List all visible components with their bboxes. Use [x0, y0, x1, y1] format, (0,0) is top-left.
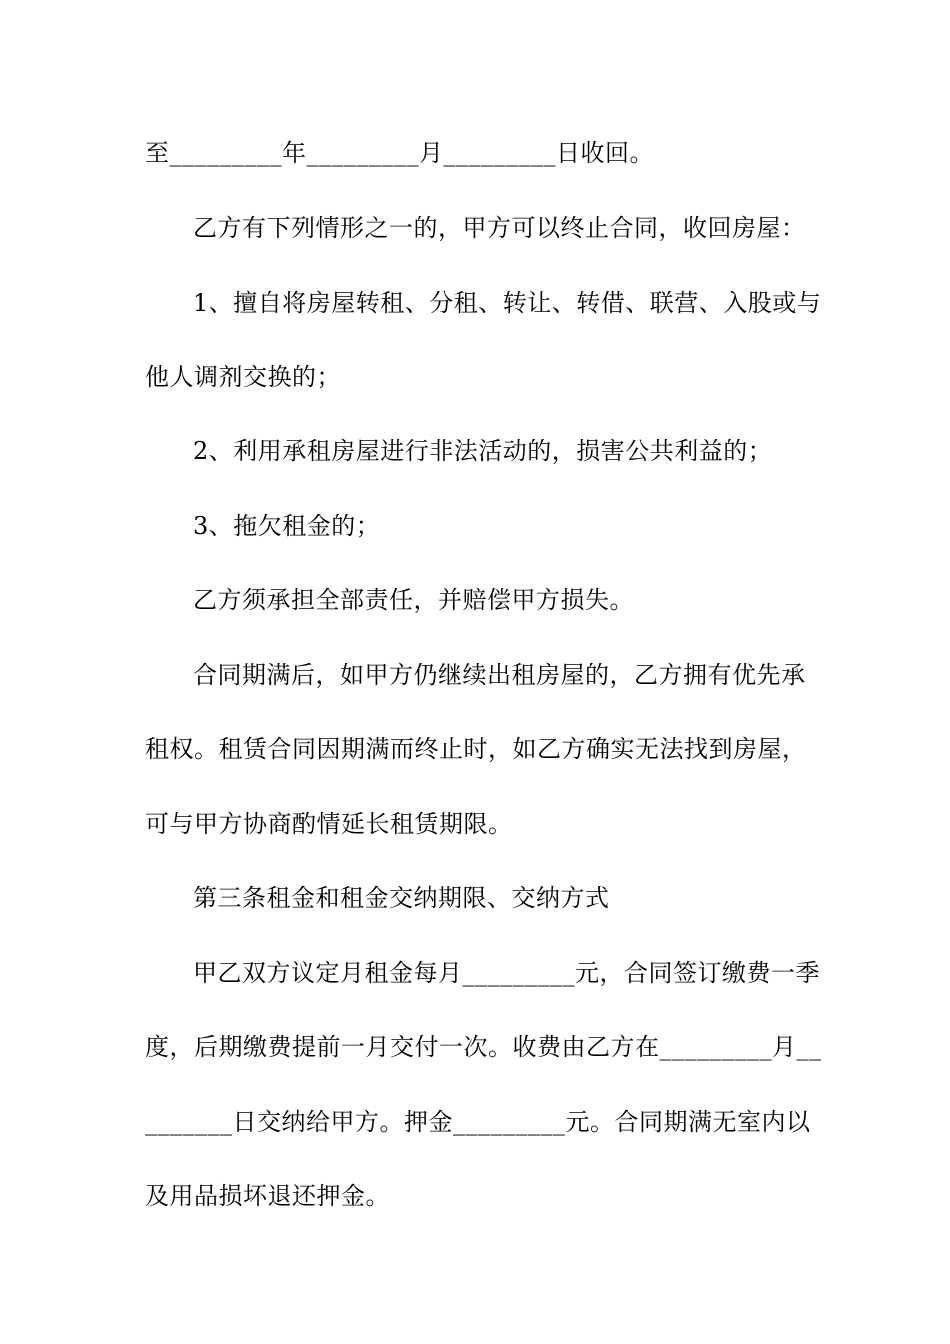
- text-line-return-date: 至_________年_________月_________日收回。: [145, 139, 654, 167]
- text-line-clause-2: 2、利用承租房屋进行非法活动的，损害公共利益的；: [193, 437, 773, 465]
- text-line-renewal-cont-2: 可与甲方协商酌情延长租赁期限。: [145, 810, 513, 838]
- text-line-termination-intro: 乙方有下列情形之一的，甲方可以终止合同，收回房屋：: [193, 214, 806, 242]
- text-line-liability: 乙方须承担全部责任，并赔偿甲方损失。: [193, 586, 634, 614]
- text-line-rent-schedule: 度，后期缴费提前一月交付一次。收费由乙方在_________月__: [145, 1033, 822, 1061]
- text-line-deposit: _______日交纳给甲方。押金_________元。合同期满无室内以: [145, 1108, 811, 1136]
- section-heading-article-3: 第三条租金和租金交纳期限、交纳方式: [193, 884, 610, 912]
- text-line-clause-1: 1、擅自将房屋转租、分租、转让、转借、联营、入股或与: [193, 289, 822, 317]
- text-line-rent-amount: 甲乙双方议定月租金每月_________元，合同签订缴费一季: [193, 959, 820, 987]
- text-line-renewal: 合同期满后，如甲方仍继续出租房屋的，乙方拥有优先承: [193, 661, 806, 689]
- text-line-clause-1-cont: 他人调剂交换的；: [145, 363, 341, 391]
- text-line-deposit-return: 及用品损坏退还押金。: [145, 1182, 390, 1210]
- text-line-renewal-cont-1: 租权。租赁合同因期满而终止时，如乙方确实无法找到房屋，: [145, 735, 807, 763]
- text-line-clause-3: 3、拖欠租金的；: [193, 512, 381, 540]
